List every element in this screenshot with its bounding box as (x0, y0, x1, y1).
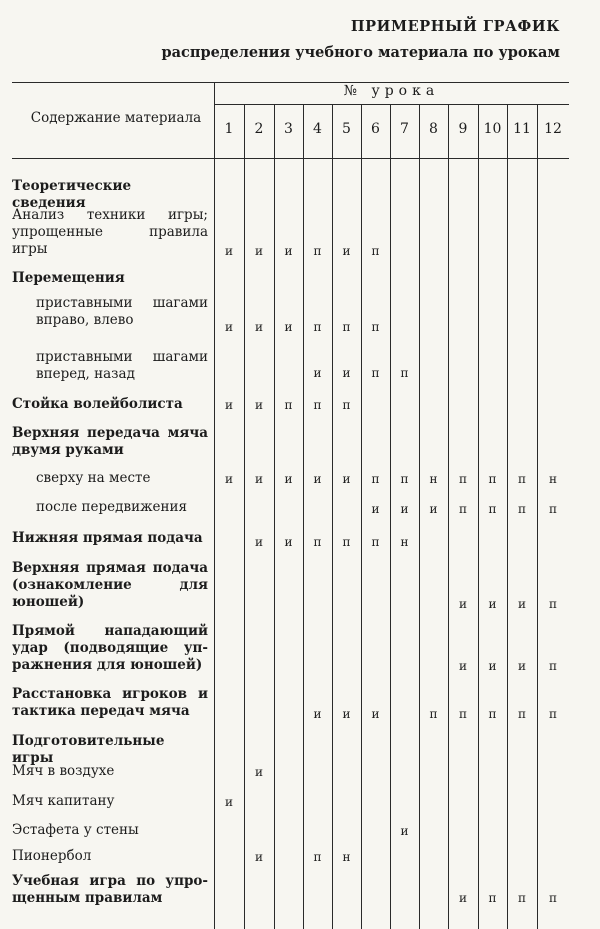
row-label-line: Верхняя прямая подача (12, 560, 208, 576)
lesson-mark: и (313, 472, 322, 486)
lesson-mark: п (313, 850, 322, 864)
lesson-mark: и (342, 244, 351, 258)
row-label (12, 270, 208, 287)
row-label (12, 763, 208, 780)
row-label-line: ражнения для юношей) (12, 657, 203, 673)
lesson-mark: и (255, 244, 263, 258)
row-label-line: Нижняя прямая подача (12, 530, 203, 546)
lesson-mark: п (400, 366, 409, 380)
column-divider (361, 104, 362, 929)
lesson-mark: и (459, 891, 467, 905)
lesson-mark: п (371, 244, 380, 258)
lesson-mark: и (518, 659, 526, 673)
lesson-number: 3 (284, 121, 293, 137)
column-divider (448, 104, 449, 929)
row-label-line: щенным правилам (12, 890, 163, 906)
column-divider (303, 104, 304, 929)
row-label (12, 207, 208, 258)
row-label-line: Анализ техники игры; (12, 207, 208, 223)
lesson-mark: и (225, 320, 233, 334)
lesson-mark: п (342, 398, 351, 412)
lesson-mark: п (313, 535, 322, 549)
lesson-mark: и (255, 765, 263, 779)
lesson-mark: и (313, 707, 322, 721)
row-label (12, 623, 208, 674)
lesson-mark: п (342, 535, 351, 549)
lesson-mark: и (342, 707, 351, 721)
lesson-mark: п (371, 320, 380, 334)
lesson-mark: п (371, 472, 380, 486)
column-divider (244, 104, 245, 929)
row-label (12, 396, 208, 413)
lesson-mark: п (549, 502, 557, 516)
row-label-line: приставными шагами (36, 295, 208, 311)
column-divider (390, 104, 391, 929)
row-label (12, 425, 208, 459)
lesson-number: 7 (400, 121, 409, 137)
row-label (12, 822, 208, 839)
lesson-mark: п (371, 366, 380, 380)
column-divider (274, 104, 275, 929)
lesson-number: 12 (544, 121, 562, 137)
lesson-number: 10 (483, 121, 502, 137)
lesson-mark: п (518, 707, 526, 721)
row-label-line: Мяч капитану (12, 793, 115, 809)
table-header-border (12, 158, 569, 159)
lesson-mark: п (488, 472, 497, 486)
row-label (12, 470, 208, 487)
row-label-line: Теоретические сведения (12, 178, 132, 211)
lesson-mark: п (549, 891, 557, 905)
lesson-number: 11 (513, 121, 531, 137)
row-label-line: тактика передач мяча (12, 703, 190, 719)
row-label-line: Верхняя передача мяча (12, 425, 208, 441)
lesson-mark: и (225, 795, 233, 809)
lesson-header-divider (214, 104, 569, 105)
row-label-line: Пионербол (12, 848, 92, 864)
lesson-mark: п (459, 707, 467, 721)
row-label-line: упрощенные правила (12, 224, 208, 240)
lesson-mark: п (313, 244, 322, 258)
column-divider (507, 104, 508, 929)
column-divider (478, 104, 479, 929)
row-label-line: (ознакомление для (12, 577, 208, 593)
lesson-mark: и (371, 707, 380, 721)
lesson-mark: и (255, 398, 263, 412)
row-label (12, 499, 208, 516)
row-label-line: юношей) (12, 594, 85, 610)
lesson-number: 1 (224, 121, 234, 137)
lesson-mark: п (518, 891, 526, 905)
row-label-line: Мяч в воздухе (12, 763, 115, 779)
lesson-number: 2 (254, 121, 264, 137)
column-divider (214, 82, 215, 929)
column-divider (332, 104, 333, 929)
row-label (12, 349, 208, 383)
lesson-mark: и (342, 472, 351, 486)
lesson-mark: и (488, 597, 497, 611)
row-label (12, 295, 208, 329)
row-label (12, 733, 208, 767)
lesson-number: 4 (313, 121, 322, 137)
row-label-line: вправо, влево (36, 312, 134, 328)
lesson-mark: п (371, 535, 380, 549)
lesson-mark: п (549, 707, 557, 721)
column-divider (419, 104, 420, 929)
lesson-mark: н (342, 850, 351, 864)
lesson-mark: и (225, 398, 233, 412)
lesson-mark: п (313, 320, 322, 334)
lesson-mark: и (429, 502, 438, 516)
row-label-line: Прямой нападающий (12, 623, 208, 639)
lesson-mark: и (225, 244, 233, 258)
lesson-mark: и (284, 472, 293, 486)
row-label (12, 560, 208, 611)
lesson-mark: п (488, 891, 497, 905)
row-label (12, 848, 208, 865)
lesson-number: 8 (429, 121, 438, 137)
row-label-line: Стойка волейболиста (12, 396, 183, 412)
lesson-mark: п (284, 398, 293, 412)
lesson-number: 6 (371, 121, 380, 137)
lesson-mark: п (459, 502, 467, 516)
row-label-line: Учебная игра по упро- (12, 873, 208, 889)
row-label-line: Перемещения (12, 270, 125, 286)
column-divider (537, 104, 538, 929)
lesson-mark: и (342, 366, 351, 380)
row-label-line: игры (12, 241, 48, 257)
lesson-mark: и (459, 597, 467, 611)
lesson-mark: и (255, 850, 263, 864)
row-label (12, 793, 208, 810)
lesson-mark: и (255, 472, 263, 486)
row-label-line: удар (подводящие уп- (12, 640, 208, 656)
lesson-mark: п (488, 707, 497, 721)
row-label-line: приставными шагами (36, 349, 208, 365)
lesson-mark: н (400, 535, 409, 549)
lesson-mark: и (225, 472, 233, 486)
lesson-number-header: № урока (343, 83, 440, 99)
lesson-mark: н (549, 472, 557, 486)
lesson-mark: и (255, 320, 263, 334)
lesson-mark: п (518, 502, 526, 516)
lesson-number: 5 (342, 121, 351, 137)
lesson-number: 9 (458, 121, 468, 137)
row-label-line: двумя руками (12, 442, 124, 458)
lesson-mark: п (549, 659, 557, 673)
lesson-mark: п (459, 472, 467, 486)
lesson-mark: и (371, 502, 380, 516)
lesson-mark: и (400, 502, 409, 516)
lesson-mark: и (459, 659, 467, 673)
lesson-mark: п (488, 502, 497, 516)
lesson-mark: и (518, 597, 526, 611)
row-label-line: вперед, назад (36, 366, 135, 382)
lesson-mark: и (284, 320, 293, 334)
lesson-mark: и (400, 824, 409, 838)
row-label (12, 686, 208, 720)
lesson-mark: н (429, 472, 438, 486)
lesson-mark: п (549, 597, 557, 611)
lesson-mark: п (400, 472, 409, 486)
lesson-mark: и (488, 659, 497, 673)
row-label-line: Эстафета у стены (12, 822, 139, 838)
page-subtitle: распределения учебного материала по урокам (161, 44, 560, 61)
lesson-mark: и (284, 244, 293, 258)
row-label-line: Расстановка игроков и (12, 686, 208, 702)
lesson-mark: и (313, 366, 322, 380)
row-label-line: сверху на месте (36, 470, 151, 486)
lesson-mark: п (518, 472, 526, 486)
row-label-line: после передвижения (36, 499, 187, 515)
row-label-line: Подготовительные игры (12, 733, 165, 766)
page-title: ПРИМЕРНЫЙ ГРАФИК (350, 18, 560, 35)
row-label (12, 873, 208, 907)
lesson-mark: п (313, 398, 322, 412)
lesson-mark: п (342, 320, 351, 334)
content-column-header: Содержание материала (30, 110, 202, 126)
lesson-mark: и (255, 535, 263, 549)
lesson-mark: п (429, 707, 438, 721)
lesson-mark: и (284, 535, 293, 549)
row-label (12, 530, 208, 547)
